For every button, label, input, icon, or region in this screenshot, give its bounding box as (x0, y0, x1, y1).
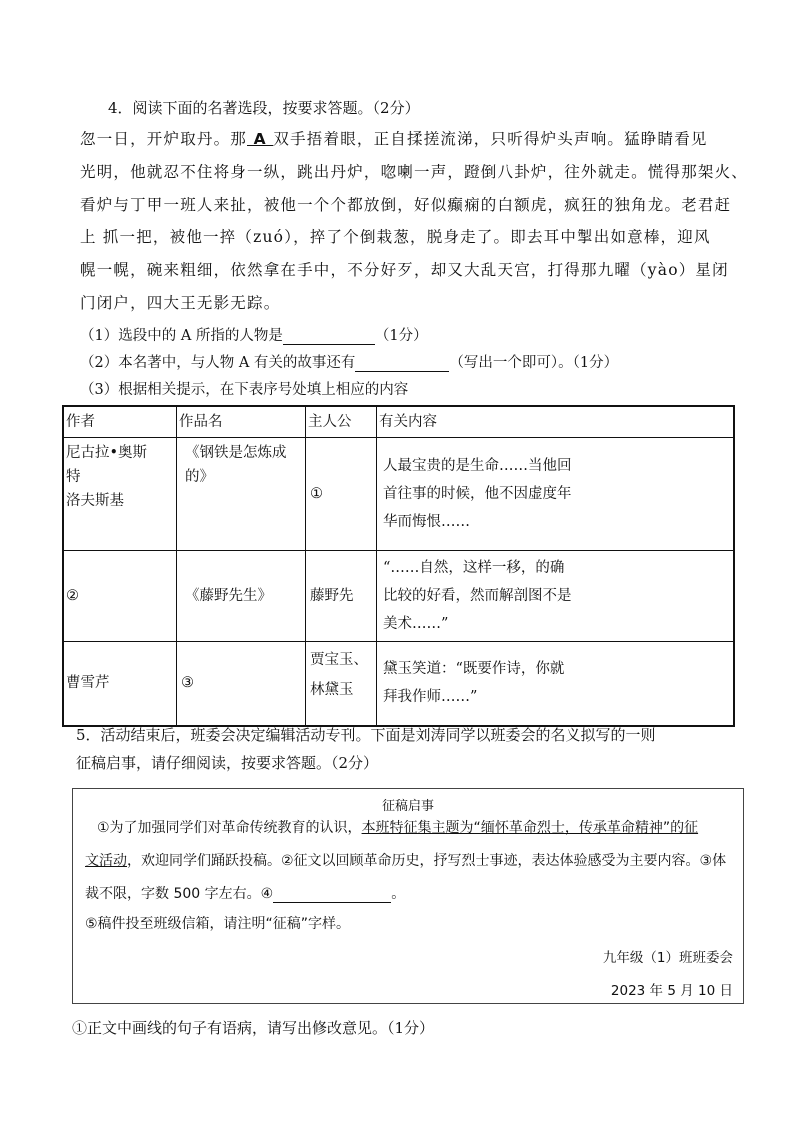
notice-line-2 (85, 850, 726, 870)
passage-line-6: 门闭户，四大王无影无踪。 (80, 294, 281, 312)
blank-marker-a: A (247, 130, 274, 148)
table-header-cell: 作者 (63, 406, 177, 438)
notice-text: 裁不限，字数 500 字左右。④ (85, 886, 274, 902)
sub-question-1 (80, 324, 428, 345)
answer-cell[interactable]: ② (63, 551, 177, 642)
table-cell: 《钢铁是怎炼成 的》 (177, 438, 306, 551)
table-cell: 人最宝贵的是生命……当他回 首往事的时候，他不因虚度年 华而悔恨…… (377, 438, 735, 551)
notice-box (72, 788, 744, 1004)
passage-line-5: 幌一幌，碗来粗细，依然拿在手中，不分好歹，却又大乱天宫，打得那九曜（yào）星闭 (80, 261, 729, 279)
answer-cell[interactable]: ③ (177, 642, 306, 726)
answer-blank[interactable] (355, 357, 449, 372)
table-cell: 曹雪芹 (63, 642, 177, 726)
table-header-cell: 有关内容 (377, 406, 735, 438)
underlined-sentence: 文活动 (85, 853, 127, 869)
question-5-sub-1: ①正文中画线的句子有语病，请写出修改意见。（1分） (72, 1019, 435, 1037)
table-row (63, 642, 734, 726)
answer-cell[interactable]: ① (306, 438, 377, 551)
passage-line-2: 光明，他就忍不住将身一纵，跳出丹炉，唿喇一声，蹬倒八卦炉，往外就走。慌得那架火、 (80, 163, 749, 181)
table-header-cell: 作品名 (177, 406, 306, 438)
notice-text: 。 (391, 886, 406, 902)
passage-line-1 (80, 127, 740, 149)
question-4-title: 4．阅读下面的名著选段，按要求答题。（2分） (108, 99, 420, 117)
answer-blank[interactable] (273, 888, 391, 903)
notice-text: ①为了加强同学们对革命传统教育的认识， (97, 820, 362, 836)
info-table (62, 405, 735, 727)
sub-question-3: （3）根据相关提示，在下表序号处填上相应的内容 (80, 382, 409, 398)
passage-line-4: 上 抓一把，被他一捽（zuó），捽了个倒栽葱，脱身走了。即去耳中掣出如意棒，迎风 (80, 228, 711, 246)
passage-text: 双手捂着眼，正自揉搓流涕，只听得炉头声响。猛睁睛看见 (273, 130, 708, 148)
question-5-line-1: 5．活动结束后，班委会决定编辑活动专刊。下面是刘涛同学以班委会的名义拟写的一则 (76, 726, 656, 744)
table-cell: 《藤野先生》 (177, 551, 306, 642)
passage-text: 忽一日，开炉取丹。那 (80, 130, 248, 148)
notice-signer: 九年级（1）班班委会 (602, 950, 733, 966)
table-cell: “……自然，这样一移，的确 比较的好看，然而解剖图不是 美术……” (377, 551, 735, 642)
table-row (63, 438, 734, 551)
notice-title: 征稿启事 (381, 799, 434, 814)
table-cell: 藤野先 (306, 551, 377, 642)
table-row (63, 551, 734, 642)
sub-question-text: （1）选段中的 A 所指的人物是 (80, 328, 283, 344)
table-header-cell: 主人公 (306, 406, 377, 438)
sub-question-points: （写出一个即可）。（1分） (449, 355, 619, 371)
passage-line-3: 看炉与丁甲一班人来扯，被他一个个都放倒，好似癫痫的白额虎，疯狂的独角龙。老君赶 (80, 196, 732, 214)
table-cell: 黛玉笑道：“既要作诗，你就 拜我作师……” (377, 642, 735, 726)
sub-question-2 (80, 351, 618, 372)
table-cell: 贾宝玉、 林黛玉 (306, 642, 377, 726)
answer-blank[interactable] (283, 330, 375, 345)
sub-question-text: （2）本名著中，与人物 A 有关的故事还有 (80, 355, 356, 371)
notice-line-4: ⑤稿件投至班级信箱，请注明“征稿”字样。 (85, 916, 351, 932)
question-5-line-2: 征稿启事，请仔细阅读，按要求答题。（2分） (76, 754, 379, 772)
table-cell: 尼古拉•奥斯 特 洛夫斯基 (63, 438, 177, 551)
notice-line-3 (85, 883, 405, 903)
notice-date: 2023 年 5 月 10 日 (610, 983, 733, 999)
notice-text: ，欢迎同学们踊跃投稿。②征文以回顾革命历史，抒写烈士事迹，表达体验感受为主要内容。③体 (127, 853, 727, 869)
table-header-row (63, 406, 734, 438)
underlined-sentence: 本班特征集主题为“缅怀革命烈士，传承革命精神”的征 (361, 820, 699, 836)
sub-question-points: （1分） (374, 328, 428, 344)
notice-line-1 (97, 817, 698, 837)
